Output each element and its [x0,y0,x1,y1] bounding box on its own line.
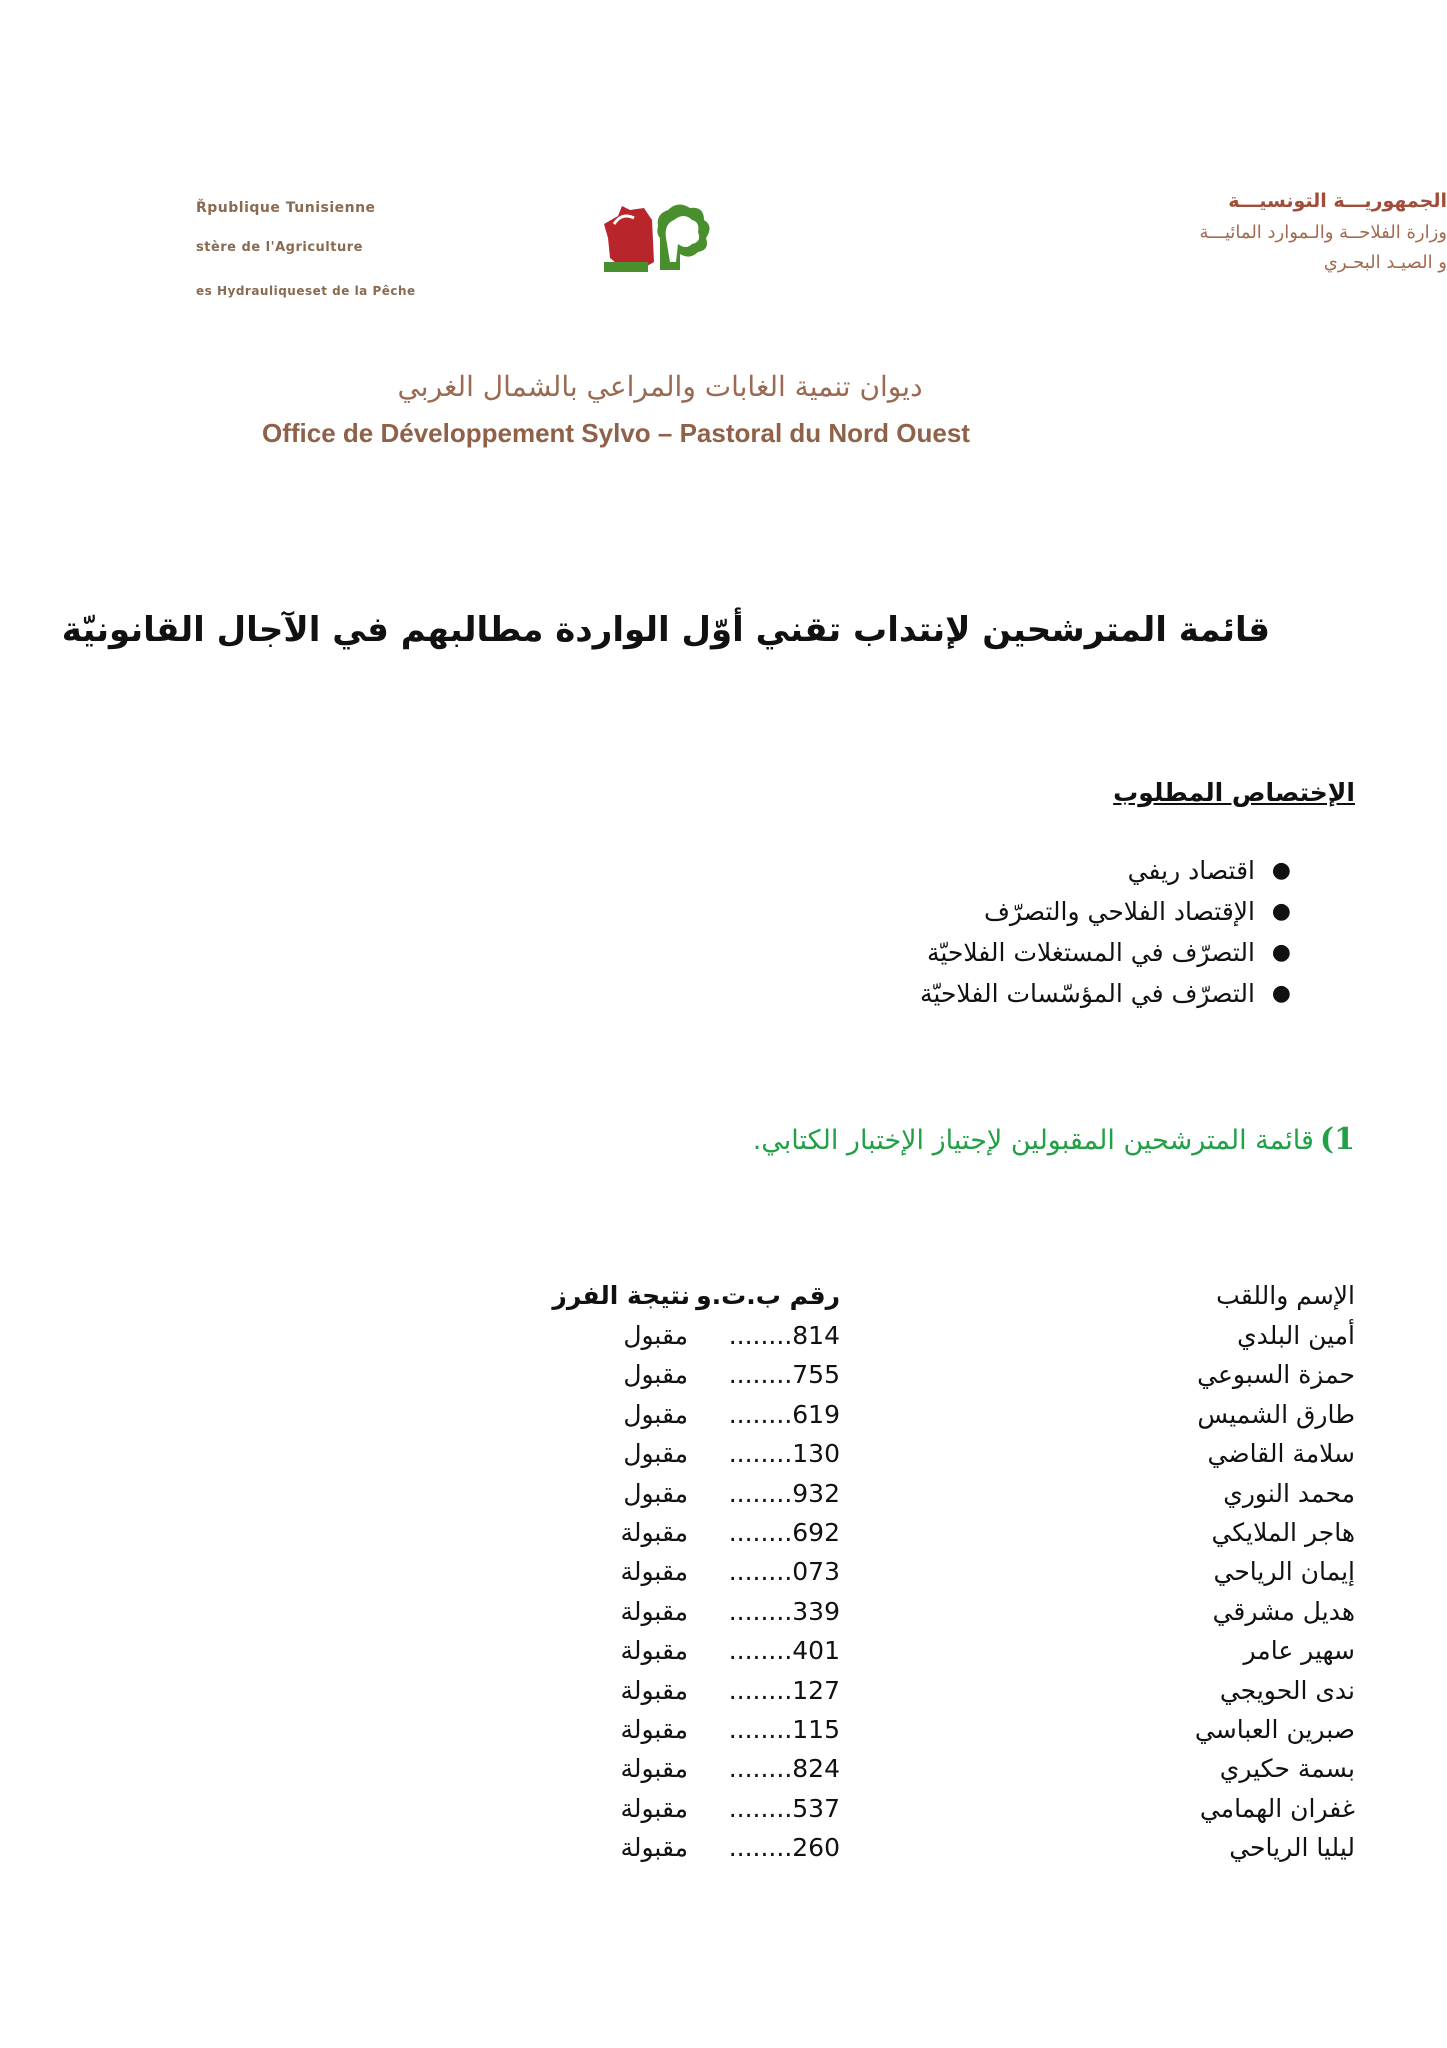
cell-name: إيمان الرياحي [1213,1557,1355,1586]
cell-name: محمد النوري [1223,1479,1355,1508]
column-header-id: رقم ب.ت.و [696,1281,840,1310]
list-item [920,973,1291,1014]
cell-result: مقبول [623,1479,688,1508]
cell-name: أمين البلدي [1237,1321,1355,1350]
specialty-list [920,850,1291,1014]
cell-result: مقبول [623,1400,688,1429]
cell-name: غفران الهمامي [1199,1794,1355,1823]
cell-name: ندى الحويجي [1219,1676,1355,1705]
cell-name: سهير عامر [1243,1636,1355,1665]
specialty-label: التصرّف في المستغلات الفلاحيّة [926,938,1255,967]
list-item [920,932,1291,973]
cell-id: 824........ [728,1754,840,1783]
cell-id: 814........ [728,1321,840,1350]
cell-result: مقبولة [620,1518,688,1547]
cell-id: 130........ [728,1439,840,1468]
cell-result: مقبولة [620,1636,688,1665]
office-name-fr: Office de Développement Sylvo – Pastoral du Nord Ouest [262,418,970,448]
cell-name: بسمة حكيري [1219,1754,1355,1783]
section-number: 1) [1319,1122,1355,1157]
specialty-label: التصرّف في المؤسّسات الفلاحيّة [920,979,1255,1008]
cell-id: 127........ [728,1676,840,1705]
section-heading [753,1122,1355,1157]
cell-id: 932........ [728,1479,840,1508]
column-header-result: نتيجة الفرز [552,1281,690,1310]
cell-id: 401........ [728,1636,840,1665]
cell-id: 260........ [728,1833,840,1862]
column-header-name: الإسم واللقب [1216,1281,1355,1310]
cell-name: هديل مشرقي [1212,1597,1355,1626]
cell-result: مقبولة [620,1597,688,1626]
cell-id: 339........ [728,1597,840,1626]
header-fr-ministry-2: es Hydrauliqueset de la Pêche [196,284,416,298]
header-ar-ministry-2: و الصيـد البحـري [1323,252,1447,273]
specialty-label: الإقتصاد الفلاحي والتصرّف [983,897,1255,926]
cell-result: مقبولة [620,1833,688,1862]
cell-result: مقبول [623,1360,688,1389]
cell-result: مقبول [623,1321,688,1350]
cell-result: مقبول [623,1439,688,1468]
cell-id: 755........ [728,1360,840,1389]
cell-name: حمزة السبوعي [1197,1360,1355,1389]
cell-id: 073........ [728,1557,840,1586]
bullet-icon: ● [1271,858,1291,883]
header-fr-ministry: stère de l'Agriculture [196,240,363,255]
specialty-heading: الإختصاص المطلوب [1113,778,1355,807]
cell-result: مقبولة [620,1676,688,1705]
cell-id: 692........ [728,1518,840,1547]
bullet-icon: ● [1271,981,1291,1006]
list-item [920,891,1291,932]
cell-name: ليليا الرياحي [1229,1833,1355,1862]
specialty-label: اقتصاد ريفي [1127,856,1255,885]
header-fr-republic: Řpublique Tunisienne [196,200,376,216]
section-label: قائمة المترشحين المقبولين لإجتياز الإختبار الكتابي. [752,1125,1314,1156]
cell-id: 115........ [728,1715,840,1744]
cell-id: 619........ [728,1400,840,1429]
cell-result: مقبولة [620,1754,688,1783]
cell-result: مقبولة [620,1715,688,1744]
cell-name: طارق الشميس [1197,1400,1355,1429]
header-ar-ministry: وزارة الفلاحــة والـموارد المائيـــة [1199,222,1447,243]
cell-id: 537........ [728,1794,840,1823]
cell-name: سلامة القاضي [1207,1439,1355,1468]
bullet-icon: ● [1271,940,1291,965]
cell-result: مقبولة [620,1794,688,1823]
cell-name: صبرين العباسي [1194,1715,1355,1744]
bullet-icon: ● [1271,899,1291,924]
header-ar-republic: الجمهوريـــة التونسيـــة [1228,190,1447,212]
cell-name: هاجر الملايكي [1211,1518,1355,1547]
office-name-ar: ديوان تنمية الغابات والمراعي بالشمال الغربي [397,370,923,403]
cell-result: مقبولة [620,1557,688,1586]
page-title: قائمة المترشحين لإنتداب تقني أوّل الواردة مطالبهم في الآجال القانونيّة [61,610,1270,650]
list-item [920,850,1291,891]
